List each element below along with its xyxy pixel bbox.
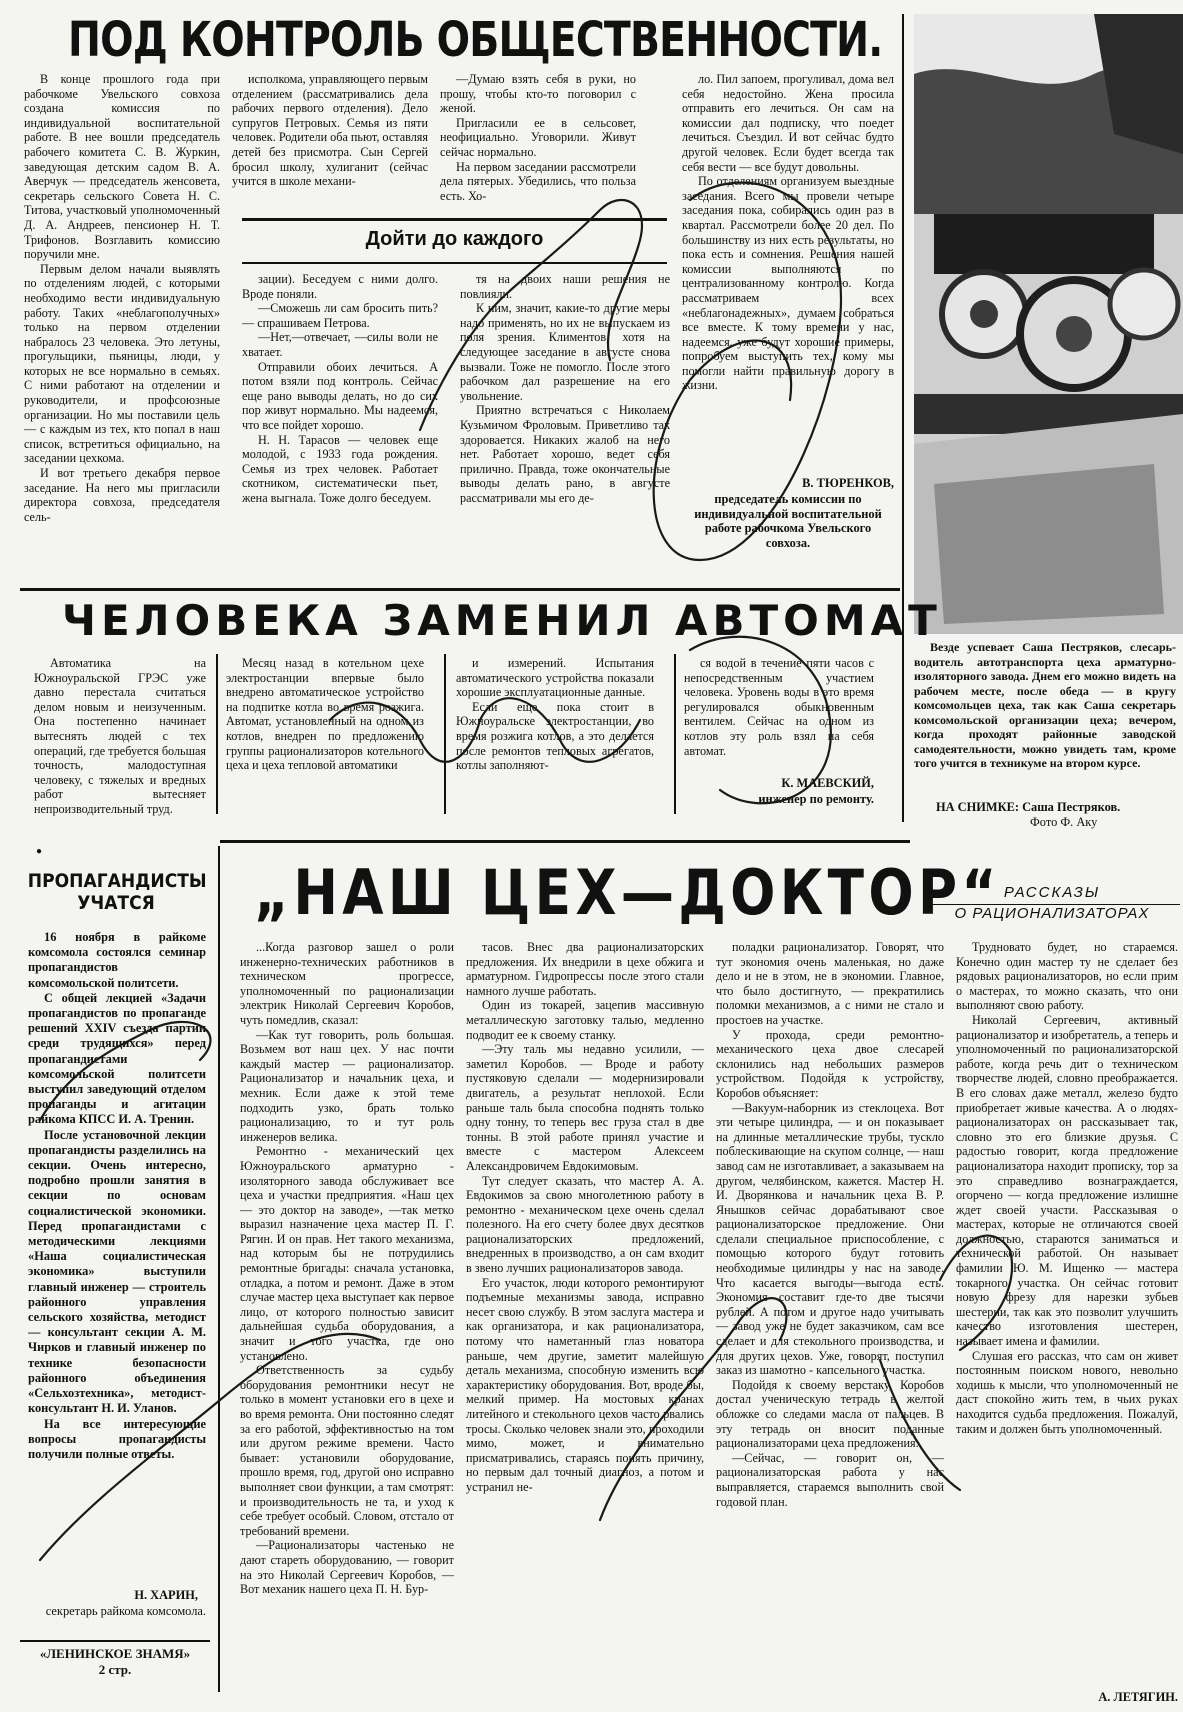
paragraph: тасов. Внес два рационализаторских предложения. Их внедрили в цехе обжига и арматурном. Гидропрессы после этого стали намного лучше работать.: [466, 940, 704, 998]
footer-page-number: 2 стр.: [98, 1662, 132, 1677]
column-rule: [444, 654, 446, 814]
paragraph: Н. Н. Тарасов — человек еще молодой, с 1933 года рождения. Семья из трех человек. Работает скотником, систематически пьет, жена выгнала. Тоже долго беседуем.: [242, 432, 438, 505]
paragraph: Ремонтно - механический цех Южноуральского арматурно - изоляторного завода обслуживает все цеха и участки предприятия. «Наш цех — это доктор на заводе», —так метко выразил назначение цеха мастер П. Г. Рягин. И он прав. Нет такого механизма, над которым бы не потрудились ремонтные бригады: сначала установка, отладка, а потом и ремонт. Даже в этом случае мастер цеха выступает как первое лицо, от которого полностью зависит дальнейшая судьба оборудования, а значит и того участка, где оно установлено.: [240, 1144, 454, 1363]
paragraph: Николай Сергеевич, активный рационализатор и изобретатель, а теперь и уполномоченный по рационализаторской работе, когда речь дит о техническом творчестве людей, словно преображается. В его словах даже металл, железо будто приобретает живые качества. А о людях-рационализаторах он рассказывает так, словно это его близкие друзья. С радостью говорит, когда предложение рационализатора находит прописку, тор за это справедливо вознаграждается, огорчено — когда предложение излишне ждет своей участи. Рассказывая о мастерах, которые не отличаются своей должностью, стараются заниматься и технической работой. Он называет фамилии Ю. М. Ищенко — мастера токарного участка. Он сейчас готовит новую фрезу для нарезки зубьев шестерни, так как это позволит улучшить качество изготовления шестерен, называет имена и фамилии.: [956, 1012, 1178, 1349]
paragraph: Пригласили ее в сельсовет, неофициально. Уговорили. Живут сейчас нормально.: [440, 115, 636, 159]
paragraph: Приятно встречаться с Николаем Кузьмичом Фроловым. Приветливо так здоровается. Никаких жалоб на него нет. Работает хорошо, ведет себя прилично. Правда, тоже окончательные выводы делать рано, в августе рассматривали мы его де-: [460, 403, 670, 505]
photo-credit: Фото Ф. Аку: [1030, 815, 1098, 829]
headline-public-control: ПОД КОНТРОЛЬ ОБЩЕСТВЕННОСТИ.: [68, 12, 883, 68]
paragraph: ...Когда разговор зашел о роли инженерно-технических работников в техническом прогрессе, уполномоченный по рационализации электрик Николай Сергеевич Коробов, чуть помедлив, сказал:: [240, 940, 454, 1027]
article1-column-5: [242, 272, 438, 580]
column-rule: [902, 14, 904, 822]
paragraph: Тут следует сказать, что мастер А. А. Евдокимов за свою многолетнюю работу в ремонтно - механическом цехе очень сделал полезного. На его счету более двух десятков рационализаторских предложений, внедренных в производство, а он сам входит в звено лучших рационализаторов завода.: [466, 1173, 704, 1276]
paragraph: —Как тут говорить, роль большая. Возьмем вот наш цех. У нас почти каждый мастер — рационализатор. Рационализатор и начальник цеха, и мехник. Если даже к этой теме подходить узко, брать только рационализацию, то и тут роль инженеров велика.: [240, 1027, 454, 1144]
paragraph: Его участок, люди которого ремонтируют подъемные механизмы завода, исправно несет свою службу. В этом заслуга мастера и как организатора, и как рационализатора, потому что наметанный глаз новатора раньше, чем другие, заметит малейшую деталь механизма, способную изменить всю характеристику оборудования. Вот, вроде бы, мелкий пример. На мостовых кранах литейного и стекольного цехов часто рвались тросы. Сколько человек знали это, проходили мимо, может, и внимательно присматривались, стараясь понять причину, но первым дал точный диагноз, а потом и устранил не-: [466, 1275, 704, 1494]
subhead-rule-bottom: [242, 262, 667, 264]
paragraph: —Сейчас, — говорит он, — рационализаторская работа у нас выправляется, стараемся выполнить свой годовой план.: [716, 1450, 944, 1509]
photo-caption-text: Везде успевает Саша Пестряков, слесарь-водитель автотранспорта цеха арматурно-изоляторного завода. Днем его можно видеть на рабочем месте, после обеда — в кругу комсомольцев цеха, так как Саша секретарь комсомольской организации цеха; вечером, когда проходят районные заводской самодеятельности, можно увидеть там, кроме того учится в техникуме на втором курсе.: [914, 640, 1176, 770]
column-rule: [216, 654, 218, 814]
paragraph: Ответственность за судьбу оборудования ремонтники несут не только в момент установки его в цехе и во время ремонта. Они постоянно следят за его работой, эффективностью на том или другом режиме времени. Часто бывает: установили оборудование, прошло время, год, другой оно исправно выполняет свои функции, а там смотрят: и производительность не та, и уход к себе требует особый. Словом, отстало от требований времени.: [240, 1363, 454, 1538]
headline-propagandists: ПРОПАГАНДИСТЫ УЧАТСЯ: [27, 870, 207, 914]
divider-rule: [220, 840, 910, 843]
paragraph: —Думаю взять себя в руки, но прошу, чтобы кто-то поговорил с женой.: [440, 72, 636, 116]
paragraph: поладки рационализатор. Говорят, что тут экономия очень маленькая, но даже дело и не в этом, не в экономии. Главное, что было достигнуто, — прекратились поломки механизмов, а с ними не стало и простоев на участке.: [716, 940, 944, 1027]
paragraph: На первом заседании рассмотрели дела пятерых. Убедились, что польза есть. Хо-: [440, 159, 636, 203]
article1-column-4: [682, 72, 894, 468]
paragraph: ло. Пил запоем, прогуливал, дома вел себя недостойно. Жена просила отправить его лечиться. Он сам на комиссии дал подписку, что поедет лечиться. Съездил. И вот сейчас будто другой человек. Если будет всегда так себя вести — все будут довольны.: [682, 72, 894, 174]
article1-column-6: [460, 272, 670, 580]
paragraph: —Вакуум-наборник из стеклоцеха. Вот эти четыре цилиндра, — и он показывает на длинные металлические трубы, тускло поблескивающие на скупом солнце, — наш завод сам не изготавливает, а заказываем на другом, челябинском, кажется. Мастер Н. И. Дворянкова и начальник цеха В. Р. Янышков сейчас дорабатывают свое рационализаторское предложение. Они сделали специальное приспособление, с помощью которого будут готовить необходимые цилиндры у нас на заводе. Что касается выгоды—выгода есть. Экономия составит где-то две тысячи рублей. А потом и другое надо учитывать — завод уже не будет заказчиком, сам все сделает и для стекольного производства, и для других цехов. Уже, говорят, поступил заказ из шамотно - капсельного участка.: [716, 1100, 944, 1378]
paragraph: По отделениям организуем выездные заседания. Всего мы провели четыре заседания пока, собирались один раз в квартал. Рассмотрели более 20 дел. По большинству из них есть результаты, но пока есть и сомнения. Решения нашей комиссии выполняются по централизованному контролю. Когда рассматриваем всех «неблагонадежных», думаем собраться все вместе. К тому времени у нас, надеемся, уже будут хорошие примеры, попробуем выступить тех, кому мы помогли найти правильную дорогу в жизни.: [682, 174, 894, 393]
paragraph: —Нет,—отвечает, —силы воли не хватает.: [242, 330, 438, 359]
paragraph: Если еще пока стоит в Южноуральске электростанции, во время розжига котлов, а это делается после ремонтов тепловых агрегатов, котлы заполняют-: [456, 699, 654, 773]
article4-column-3: [716, 940, 944, 1710]
article2-column-1: [34, 656, 206, 816]
rubric-about-rationalizers: О РАЦИОНАЛИЗАТОРАХ: [924, 904, 1180, 922]
paragraph: Отправили обоих лечиться. А потом взяли под контроль. Сейчас еще рано выводы делать, но до сих пор живут нормально. Мы надеемся, что все пойдет хорошо.: [242, 359, 438, 432]
paragraph: Первым делом начали выявлять по отделениям людей, с которыми необходимо вести индивидуальную работу. Таких «неблагополучных» только на первом отделении набралось 23 человека. Это летуны, прогульщики, пьяницы, люди, у которых не все нормально в семьях. С ними работают на отделении и руководители, и профсоюзные организации. Но мы поставили цель — с каждым из тех, кто попал в наш список, встретиться официально, на заседании цехкома.: [24, 261, 220, 466]
paragraph: У прохода, среди ремонтно-механического цеха двое слесарей склонились над небольших размеров устройством. Подойдя к устройству, Коробов объясняет:: [716, 1027, 944, 1100]
column-rule: [218, 846, 220, 1692]
paragraph: На все интересующие вопросы пропагандисты получили полные ответы.: [28, 1416, 206, 1461]
paragraph: ся водой в течение пяти часов с непосредственным участием человека. Уровень воды в это время регулировался обыкновенным вентилем. Сейчас на одном из котлов эту роль взял на себя автомат.: [684, 656, 874, 758]
article3-signature: Н. ХАРИН,: [134, 1588, 198, 1602]
article3-column: [28, 930, 206, 1580]
paragraph: После установочной лекции пропагандисты разделились на секции. Очень интересно, подробно прошли занятия в секции по основам социалистической экономики. Перед пропагандистами с методическими лекциями «Наша социалистическая экономика» выступили главный инженер — строитель районного управления сельского хозяйства, методист — консультант секции А. М. Чирков и главный инженер по технике безопасности районного объединения «Сельхозтехника», методист-консультант Н. И. Уланов.: [28, 1127, 206, 1416]
paragraph: Подойдя к своему верстаку, Коробов достал ученическую тетрадь в желтой обложке со следами масла от пальцев. В эту тетрадь он вносит поданные рационализаторами цеха предложения.: [716, 1377, 944, 1451]
rubric-stories: РАССКАЗЫ: [1003, 884, 1101, 901]
article4-column-4: [956, 940, 1178, 1680]
paragraph: зации). Беседуем с ними долго. Вроде поняли.: [242, 272, 438, 301]
subhead-rule-top: [242, 218, 667, 221]
paragraph: —Рационализаторы частенько не дают стареть оборудованию, — говорит на это Николай Сергеевич Коробов, — Вот механик нашего цеха П. Н. Бур-: [240, 1538, 454, 1597]
bullet-dot: ●: [36, 846, 43, 857]
article2-signature: К. МАЕВСКИЙ,: [781, 776, 874, 790]
article4-column-2: [466, 940, 704, 1710]
footer-rule: [20, 1640, 210, 1642]
paragraph: —Сможешь ли сам бросить пить? — спрашиваем Петрова.: [242, 301, 438, 330]
paragraph: тя на двоих наши решения не повлияли.: [460, 272, 670, 301]
article2-column-2: [226, 656, 424, 816]
footer-paper-name: «ЛЕНИНСКОЕ ЗНАМЯ»: [39, 1646, 191, 1661]
article4-signature: А. ЛЕТЯГИН.: [1098, 1690, 1178, 1704]
paragraph: В конце прошлого года при рабочкоме Увельского совхоза создана комиссия по индивидуальной воспитательной работе. В нее вошли председатель рабочего комитета С. В. Журкин, заведующая детским садом В. А. Аверчук — председатель женсовета, секретарь сельского Совета Н. С. Титова, участковый уполномоченный Д. А. Андреев, пенсионер Н. Т. Трифонов. Возглавить комиссию поручили мне.: [24, 72, 220, 262]
paragraph: и измерений. Испытания автоматического устройства показали хорошие эксплуатационные данные.: [456, 656, 654, 700]
headline-automat: ЧЕЛОВЕКА ЗАМЕНИЛ АВТОМАТ: [62, 596, 942, 645]
article2-column-3: [456, 656, 654, 816]
paragraph: —Эту таль мы недавно усилили, — заметил Коробов. — Вроде и работу пустяковую сделали — модернизировали двигатель, а результат неплохой. Если раньше таль была способна поднять только одну тонну, то теперь вес груза стал в две тонны. В этой работе принял участие и вместе с мастером Алексеем Александровичем Евдокимовым.: [466, 1042, 704, 1173]
photo-caption: [914, 640, 1176, 800]
column-rule: [674, 654, 676, 814]
paragraph: Месяц назад в котельном цехе электростанции впервые было внедрено автоматическое устройство на подпитке котла во время розжига. Автомат, установленный на одном из котлов, внедрен по предложению группы рационализаторов котельного цеха и цеха тепловой автоматики: [226, 656, 424, 773]
paragraph: К ним, значит, какие-то другие меры надо применять, но их не выпускаем из поля зрения. Климентов, хотя на следующее заседание в августе снова вызвали. Тоже не помогло. После этого рабочком дал разрешение на его увольнение.: [460, 301, 670, 403]
article1-column-3: [440, 72, 636, 212]
article1-column-2: [232, 72, 428, 212]
headline-our-shop-doctor: „НАШ ЦЕХ—ДОКТОР“: [254, 856, 1001, 929]
article1-column-1: [24, 72, 220, 580]
divider-rule: [20, 588, 900, 591]
subhead-reach-everyone: Дойти до каждого: [365, 228, 544, 250]
paragraph: Автоматика на Южноуральской ГРЭС уже давно перестала считаться делом новым и неизученным. Она постепенно начинает вытеснять людей с тех операций, где требуется большая точность, малодоступная человеку, с тяжелых и вредных работ вытесняет непроизводительный труд.: [34, 656, 206, 816]
paragraph: И вот третьего декабря первое заседание. На него мы пригласили директора совхоза, председателя сель-: [24, 466, 220, 524]
paragraph: Слушая его рассказ, что сам он живет постоянным поиском нового, невольно ходишь к мысли, что уполномоченный не даст спокойно жить тем, в чьих руках находится судьба предложения. Пожалуй, таким и должен быть уполномоченный.: [956, 1348, 1178, 1436]
article2-column-4: [684, 656, 874, 766]
article3-signature-role: секретарь райкома комсомола.: [45, 1604, 206, 1618]
article4-column-1: [240, 940, 454, 1710]
paragraph: С общей лекцией «Задачи пропагандистов по пропаганде решений XXIV съезда партии среди трудящихся» перед пропагандистами комсомольской политсети выступил заведующий отделом пропаганды и агитации райкома КПСС И. А. Тренин.: [28, 990, 206, 1127]
article2-signature-role: инженер по ремонту.: [758, 792, 874, 806]
article1-signature: В. ТЮРЕНКОВ,: [802, 476, 894, 490]
paragraph: 16 ноября в райкоме комсомола состоялся семинар пропагандистов комсомольской политсети.: [28, 930, 206, 990]
paragraph: Один из токарей, зацепив массивную металлическую заготовку талью, медленно подводит ее к своему станку.: [466, 998, 704, 1042]
photo-machinery-illustration: [914, 14, 1183, 634]
photo-worker: [914, 14, 1183, 634]
paragraph: исполкома, управляющего первым отделением (рассматривались дела рабочих первого отделения). Дело супругов Петровых. Семья из пяти человек. Родители оба пьют, оставляя детей без присмотра. Сын Сергей бросил школу, хулиганит (сейчас учится в школе механи-: [232, 72, 428, 189]
paragraph: Трудновато будет, но стараемся. Конечно один мастер ту не сделает без рядовых рационализаторов, но если прим о мастерах, то можно сказать, что они выполняют свою работу.: [956, 940, 1178, 1013]
photo-caption-label: НА СНИМКЕ: Саша Пестряков.: [936, 800, 1121, 814]
article1-signature-role: председатель комиссии по индивидуальной воспитательной работе рабочкома Увельского совхоза.: [694, 492, 882, 550]
